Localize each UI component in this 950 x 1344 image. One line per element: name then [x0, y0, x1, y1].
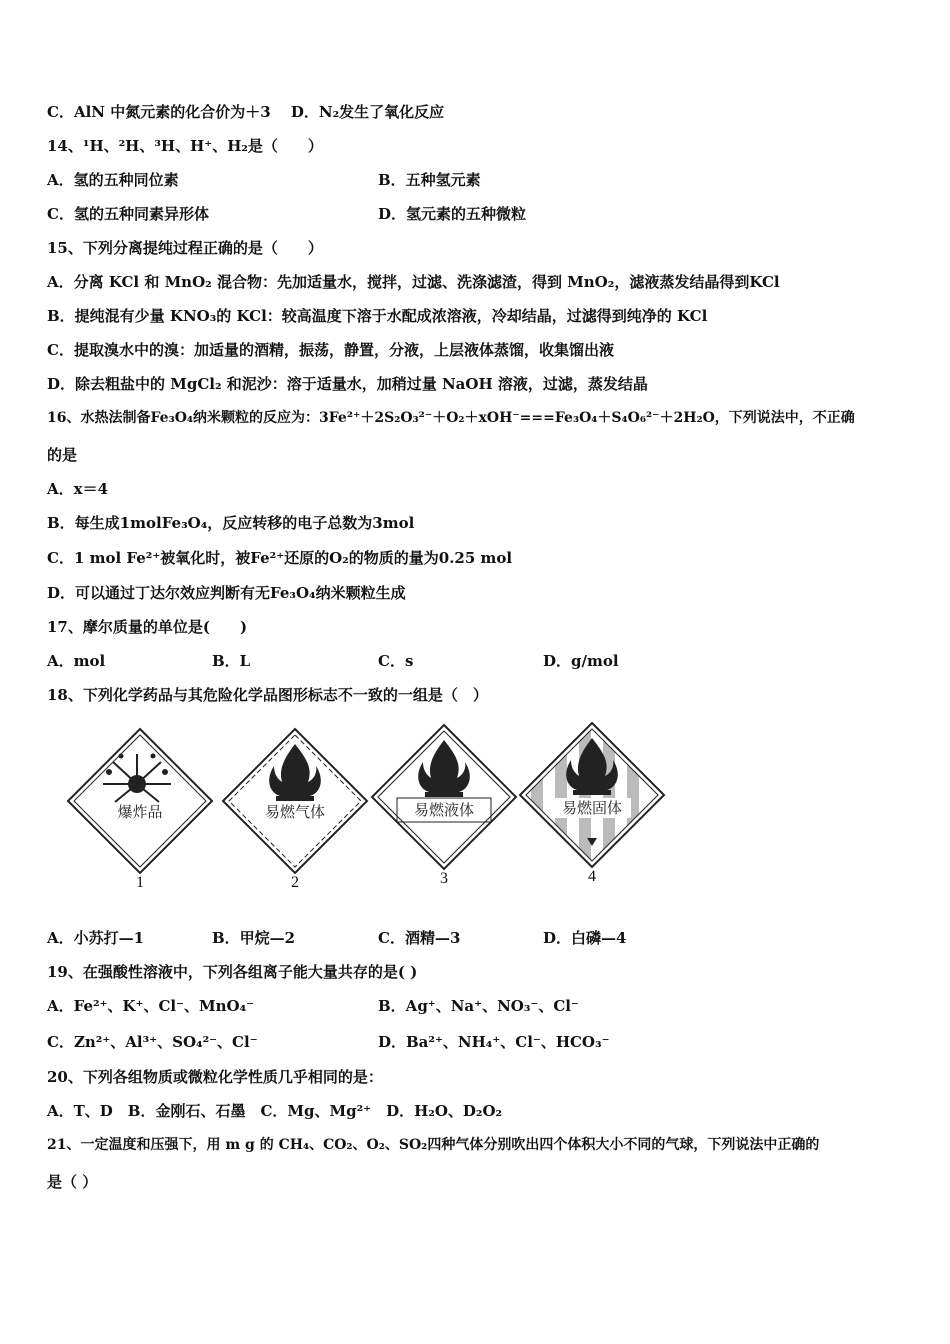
- q16-option-b: B．每生成1molFe₃O₄，反应转移的电子总数为3mol: [47, 514, 415, 532]
- q21-stem-cont: 是（ ）: [47, 1173, 98, 1191]
- q18-option-d: D．白磷—4: [543, 929, 627, 947]
- q15-stem: 15、下列分离提纯过程正确的是（ ）: [47, 239, 323, 257]
- q13-option-c: C．AlN 中氮元素的化合价为＋3: [47, 103, 271, 121]
- sign-4-number: 4: [588, 868, 596, 885]
- q16-option-c: C．1 mol Fe²⁺被氧化时，被Fe²⁺还原的O₂的物质的量为0.25 mol: [47, 549, 513, 567]
- q18-option-b: B．甲烷—2: [212, 929, 296, 947]
- q14-stem: 14、¹H、²H、³H、H⁺、H₂是（ ）: [47, 137, 323, 155]
- q14-option-c: C．氢的五种同素异形体: [47, 205, 209, 223]
- hazard-sign-explosive: [65, 726, 215, 896]
- flame-icon: [220, 726, 370, 876]
- q19-stem: 19、在强酸性溶液中，下列各组离子能大量共存的是( ): [47, 963, 418, 981]
- q15-option-c: C．提取溴水中的溴：加适量的酒精，振荡，静置，分液，上层液体蒸馏，收集馏出液: [47, 341, 614, 359]
- q17-option-c: C．s: [378, 652, 414, 670]
- q20-options: A．T、D B．金刚石、石墨 C．Mg、Mg²⁺ D．H₂O、D₂O₂: [47, 1102, 503, 1120]
- q15-option-d: D．除去粗盐中的 MgCl₂ 和泥沙：溶于适量水，加稍过量 NaOH 溶液，过滤，蒸发结晶: [47, 375, 648, 393]
- sign-4-text: 易燃固体: [561, 799, 623, 817]
- q20-stem: 20、下列各组物质或微粒化学性质几乎相同的是：: [47, 1068, 383, 1086]
- q17-option-a: A．mol: [47, 652, 106, 670]
- q17-option-b: B．L: [212, 652, 251, 670]
- q13-option-d: D．N₂发生了氧化反应: [290, 103, 445, 121]
- q14-option-d: D．氢元素的五种微粒: [378, 205, 527, 223]
- sign-3-number: 3: [440, 870, 448, 887]
- hazard-sign-flammable-liquid: [369, 722, 519, 892]
- q18-option-a: A．小苏打—1: [47, 929, 145, 947]
- sign-1-text: 爆炸品: [117, 803, 163, 821]
- q17-stem: 17、摩尔质量的单位是( ): [47, 618, 248, 636]
- q16-stem-cont: 的是: [47, 446, 78, 464]
- sign-2-text: 易燃气体: [264, 803, 326, 821]
- sign-2-number: 2: [291, 874, 299, 891]
- explosive-icon: [65, 726, 215, 876]
- flame-icon: [369, 722, 519, 872]
- q14-option-a: A．氢的五种同位素: [47, 171, 179, 189]
- q19-option-b: B．Ag⁺、Na⁺、NO₃⁻、Cl⁻: [378, 997, 579, 1015]
- q18-stem: 18、下列化学药品与其危险化学品图形标志不一致的一组是（ ）: [47, 686, 488, 704]
- sign-1-number: 1: [136, 874, 144, 891]
- hazard-sign-flammable-solid: [517, 720, 667, 890]
- q14-row-ab: [47, 170, 179, 190]
- q16-option-a: A．x＝4: [47, 480, 109, 498]
- q16-option-d: D．可以通过丁达尔效应判断有无Fe₃O₄纳米颗粒生成: [47, 584, 406, 602]
- q21-stem: 21、一定温度和压强下，用 m g 的 CH₄、CO₂、O₂、SO₂四种气体分别吹出四个体积大小不同的气球，下列说法中正确的: [47, 1137, 820, 1153]
- q19-option-c: C．Zn²⁺、Al³⁺、SO₄²⁻、Cl⁻: [47, 1033, 258, 1051]
- q15-option-b: B．提纯混有少量 KNO₃的 KCl：较高温度下溶于水配成浓溶液，冷却结晶，过滤得到纯净的 KCl: [47, 307, 708, 325]
- q19-option-d: D．Ba²⁺、NH₄⁺、Cl⁻、HCO₃⁻: [378, 1033, 610, 1051]
- q19-option-a: A．Fe²⁺、K⁺、Cl⁻、MnO₄⁻: [47, 997, 255, 1015]
- q15-option-a: A．分离 KCl 和 MnO₂ 混合物：先加适量水，搅拌，过滤、洗涤滤渣，得到 MnO₂，滤液蒸发结晶得到KCl: [47, 273, 780, 291]
- q16-stem: 16、水热法制备Fe₃O₄纳米颗粒的反应为：3Fe²⁺＋2S₂O₃²⁻＋O₂＋xOH⁻===Fe₃O₄＋S₄O₆²⁻＋2H₂O，下列说法中，不正确: [47, 410, 855, 426]
- q17-option-d: D．g/mol: [543, 652, 619, 670]
- sign-3-text: 易燃液体: [413, 801, 475, 819]
- flame-icon: [517, 720, 667, 870]
- q14-option-b: B．五种氢元素: [378, 171, 481, 189]
- hazard-sign-flammable-gas: [220, 726, 370, 896]
- q13-option-line: [47, 102, 444, 122]
- q18-option-c: C．酒精—3: [378, 929, 461, 947]
